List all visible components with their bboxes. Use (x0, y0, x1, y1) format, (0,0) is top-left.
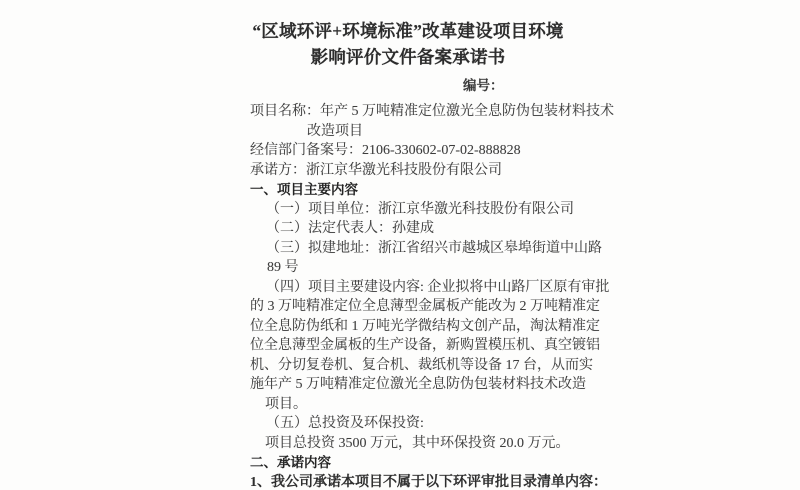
doc-line-17: （五）总投资及环保投资: (266, 416, 424, 431)
doc-line-1: 项目名称：年产 5 万吨精准定位激光全息防伪包装材料技术 (250, 104, 614, 119)
document-title (250, 18, 566, 70)
doc-line-10: （四）项目主要建设内容: 企业拟将中山路厂区原有审批 (266, 279, 610, 295)
doc-line-3: 经信部门备案号：2106-330602-07-02-888828 (250, 143, 521, 158)
doc-line-6: （一）项目单位：浙江京华激光科技股份有限公司 (266, 201, 574, 217)
doc-line-5: 一、项目主要内容 (250, 182, 358, 197)
doc-line-15: 施年产 5 万吨精准定位激光全息防伪包装材料技术改造 (250, 377, 586, 392)
doc-line-19: 二、承诺内容 (250, 455, 331, 470)
doc-line-4: 承诺方：浙江京华激光科技股份有限公司 (250, 162, 502, 178)
doc-line-7: （二）法定代表人：孙建成 (266, 221, 434, 236)
document-title-line1: “区域环评+环境标准”改革建设项目环境 (252, 21, 564, 41)
document-number-label: 编号： (463, 78, 504, 93)
doc-line-11: 的 3 万吨精准定位全息薄型金属板产能改为 2 万吨精准定 (250, 299, 600, 314)
doc-line-2: 改造项目 (307, 123, 363, 139)
doc-line-18: 项目总投资 3500 万元，其中环保投资 20.0 万元。 (265, 435, 570, 451)
doc-line-20: 1、我公司承诺本项目不属于以下环评审批目录清单内容： (250, 474, 607, 490)
doc-line-14: 机、分切复卷机、复合机、裁纸机等设备 17 台，从而实 (250, 357, 593, 373)
document-title-line2: 影响评价文件备案承诺书 (310, 47, 506, 67)
commitment-letter (250, 18, 622, 490)
doc-line-8: （三）拟建地址：浙江省绍兴市越城区皋埠街道中山路 (266, 240, 602, 256)
doc-line-13: 位全息薄型金属板的生产设备，新购置模压机、真空镀铝 (250, 338, 600, 353)
doc-line-16: 项目。 (265, 396, 307, 412)
doc-line-12: 位全息防伪纸和 1 万吨光学微结构文创产品，淘汰精准定 (250, 318, 600, 334)
document-body (250, 102, 622, 490)
doc-line-9: 89 号 (267, 260, 299, 275)
